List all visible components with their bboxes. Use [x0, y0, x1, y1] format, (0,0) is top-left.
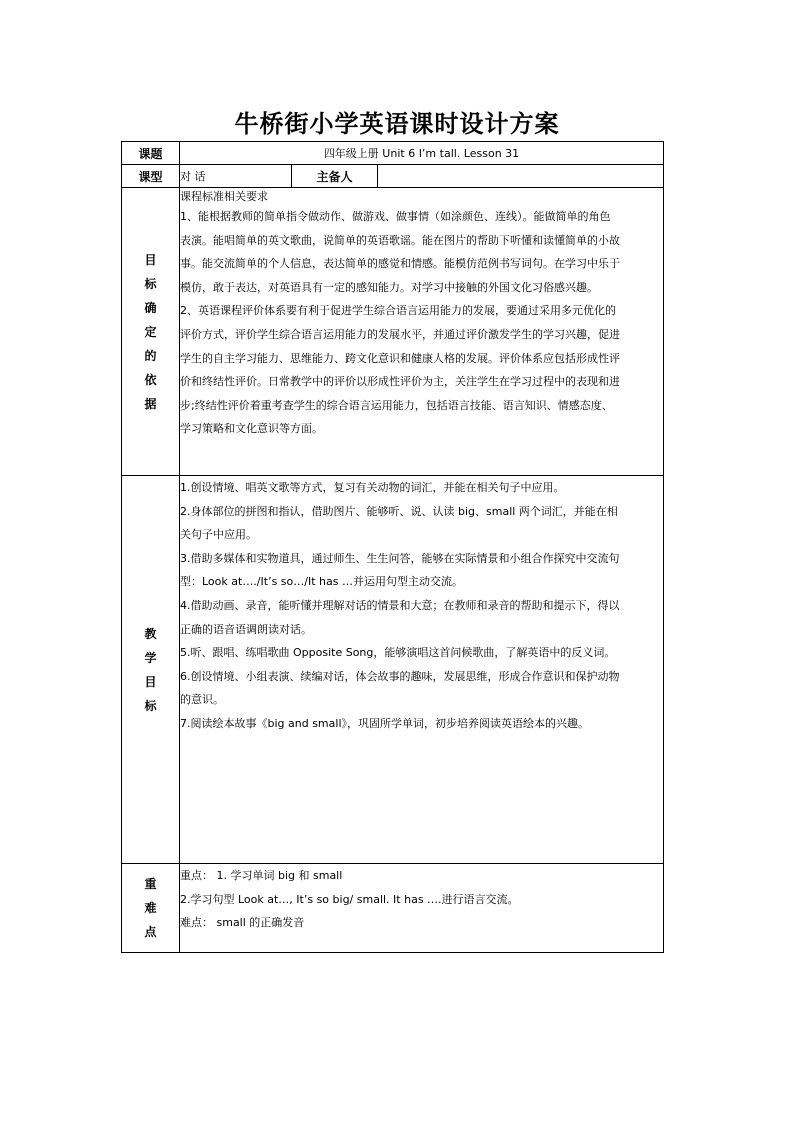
keypoints-row	[122, 864, 664, 953]
objective-line: 2.身体部位的拼图和指认，借助图片、能够听、说、认读 big、small 两个词汇，并能在相	[180, 504, 618, 518]
objectives-row	[122, 476, 664, 864]
basis-line: 学生的自主学习能力、思维能力、跨文化意识和健康人格的发展。评价体系应包括形成性评	[180, 351, 620, 365]
preparer-label: 主备人	[292, 165, 378, 188]
topic-label: 课题	[122, 142, 180, 165]
basis-line: 步;终结性评价着重考查学生的综合语言运用能力，包括语言技能、语言知识、情感态度、	[180, 398, 613, 412]
preparer-value	[378, 165, 664, 188]
objective-line: 正确的语音语调朗读对话。	[180, 622, 312, 636]
keypoints-label: 重 难 点	[122, 864, 180, 953]
objective-line: 4.借助动画、录音，能听懂并理解对话的情景和大意；在教师和录音的帮助和提示下，得以	[180, 598, 620, 612]
topic-value: 四年级上册 Unit 6 I’m tall. Lesson 31	[180, 142, 664, 165]
objective-line: 3.借助多媒体和实物道具，通过师生、生生问答，能够在实际情景和小组合作探究中交流句	[180, 551, 620, 565]
keypoints-content	[180, 864, 664, 953]
document-title: 牛桥街小学英语课时设计方案	[234, 110, 560, 138]
objective-line: 1.创设情境、唱英文歌等方式，复习有关动物的词汇，并能在相关句子中应用。	[180, 481, 565, 494]
topic-row	[122, 142, 664, 165]
objective-line: 5.听、跟唱、练唱歌曲 Opposite Song，能够演唱这首问候歌曲，了解英语中的反义词。	[180, 646, 616, 660]
basis-line: 模仿，敢于表达，对英语具有一定的感知能力。对学习中接触的外国文化习俗感兴趣。	[180, 280, 598, 294]
objective-line: 关句子中应用。	[180, 528, 257, 542]
basis-line: 事。能交流简单的个人信息，表达简单的感觉和情感。能模仿范例书写词句。在学习中乐于	[180, 257, 620, 271]
objective-line: 6.创设情境、小组表演、续编对话，体会故事的趣味，发展思维，形成合作意识和保护动物	[180, 669, 620, 683]
type-value: 对 话	[180, 165, 292, 188]
objectives-label: 教 学 目 标	[122, 476, 180, 864]
basis-line: 价和终结性评价。日常教学中的评价以形成性评价为主，关注学生在学习过程中的表现和进	[180, 375, 620, 389]
basis-content	[180, 188, 664, 476]
basis-label: 目 标 确 定 的 依 据	[122, 188, 180, 476]
type-label: 课型	[122, 165, 180, 188]
basis-line: 表演。能唱简单的英文歌曲，说简单的英语歌谣。能在图片的帮助下听懂和读懂简单的小故	[180, 233, 620, 247]
keypoint-line: 重点： 1. 学习单词 big 和 small	[180, 869, 343, 882]
basis-line: 评价方式，评价学生综合语言运用能力的发展水平，并通过评价激发学生的学习兴趣，促进	[180, 327, 620, 341]
basis-line: 学习策略和文化意识等方面。	[180, 422, 323, 436]
keypoint-line: 难点： small 的正确发音	[180, 916, 305, 930]
lesson-plan-table	[121, 141, 664, 953]
basis-line: 2、英语课程评价体系要有利于促进学生综合语言运用能力的发展，要通过采用多元优化的	[180, 304, 616, 318]
objective-line: 的意识。	[180, 693, 224, 707]
type-row	[122, 165, 664, 188]
keypoint-line: 2.学习句型 Look at…, It’s so big/ small. It has ….进行语言交流。	[180, 892, 519, 906]
objective-line: 7.阅读绘本故事《big and small》，巩固所学单词，初步培养阅读英语绘本的兴趣。	[180, 716, 590, 730]
basis-row	[122, 188, 664, 476]
basis-heading: 课程标准相关要求	[180, 190, 268, 203]
objective-line: 型：Look at….∕It’s so…∕It has …并运用句型主动交流。	[180, 575, 463, 589]
objectives-content	[180, 476, 664, 864]
basis-line: 1、能根据教师的简单指令做动作、做游戏、做事情（如涂颜色、连线）。能做简单的角色	[180, 210, 611, 223]
